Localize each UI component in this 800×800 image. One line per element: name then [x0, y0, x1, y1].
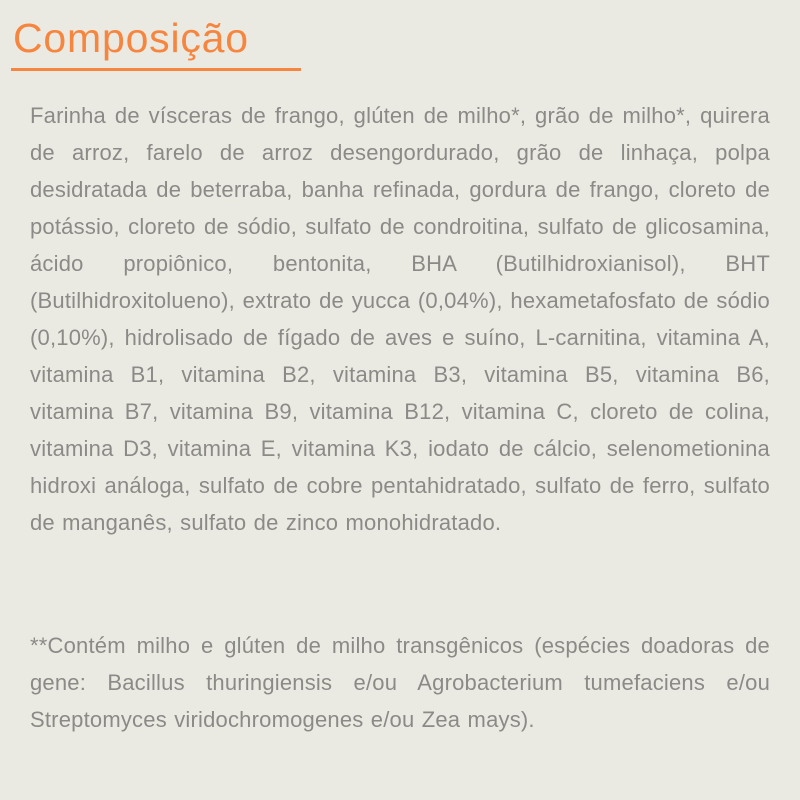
content [0, 97, 800, 738]
ingredients-paragraph: Farinha de vísceras de frango, glúten de milho*, grão de milho*, quirera de arroz, farelo de arroz desengordurado, grão de linhaça, polpa desidratada de beterraba, banha refinada, gordura de frango, cloreto de potássio, cloreto de sódio, sulfato de condroitina, sulfato de glicosamina, ácido propiônico, bentonita, BHA (Butilhidroxianisol), BHT (Butilhidroxitolueno), extrato de yucca (0,04%), hexametafosfato de sódio (0,10%), hidrolisado de fígado de aves e suíno, L-carnitina, vitamina A, vitamina B1, vitamina B2, vitamina B3, vitamina B5, vitamina B6, vitamina B7, vitamina B9, vitamina B12, vitamina C, cloreto de colina, vitamina D3, vitamina E, vitamina K3, iodato de cálcio, selenometionina hidroxi análoga, sulfato de cobre pentahidratado, sulfato de ferro, sulfato de manganês, sulfato de zinco monohidratado. [30, 103, 770, 535]
title-underline [11, 68, 301, 71]
transgenic-note-paragraph: **Contém milho e glúten de milho transgênicos (espécies doadoras de gene: Bacillus thuringiensis e/ou Agrobacterium tumefaciens e/ou Streptomyces viridochromogenes e/ou Zea mays). [30, 633, 770, 732]
header [0, 0, 800, 71]
page-title: Composição [13, 15, 249, 61]
